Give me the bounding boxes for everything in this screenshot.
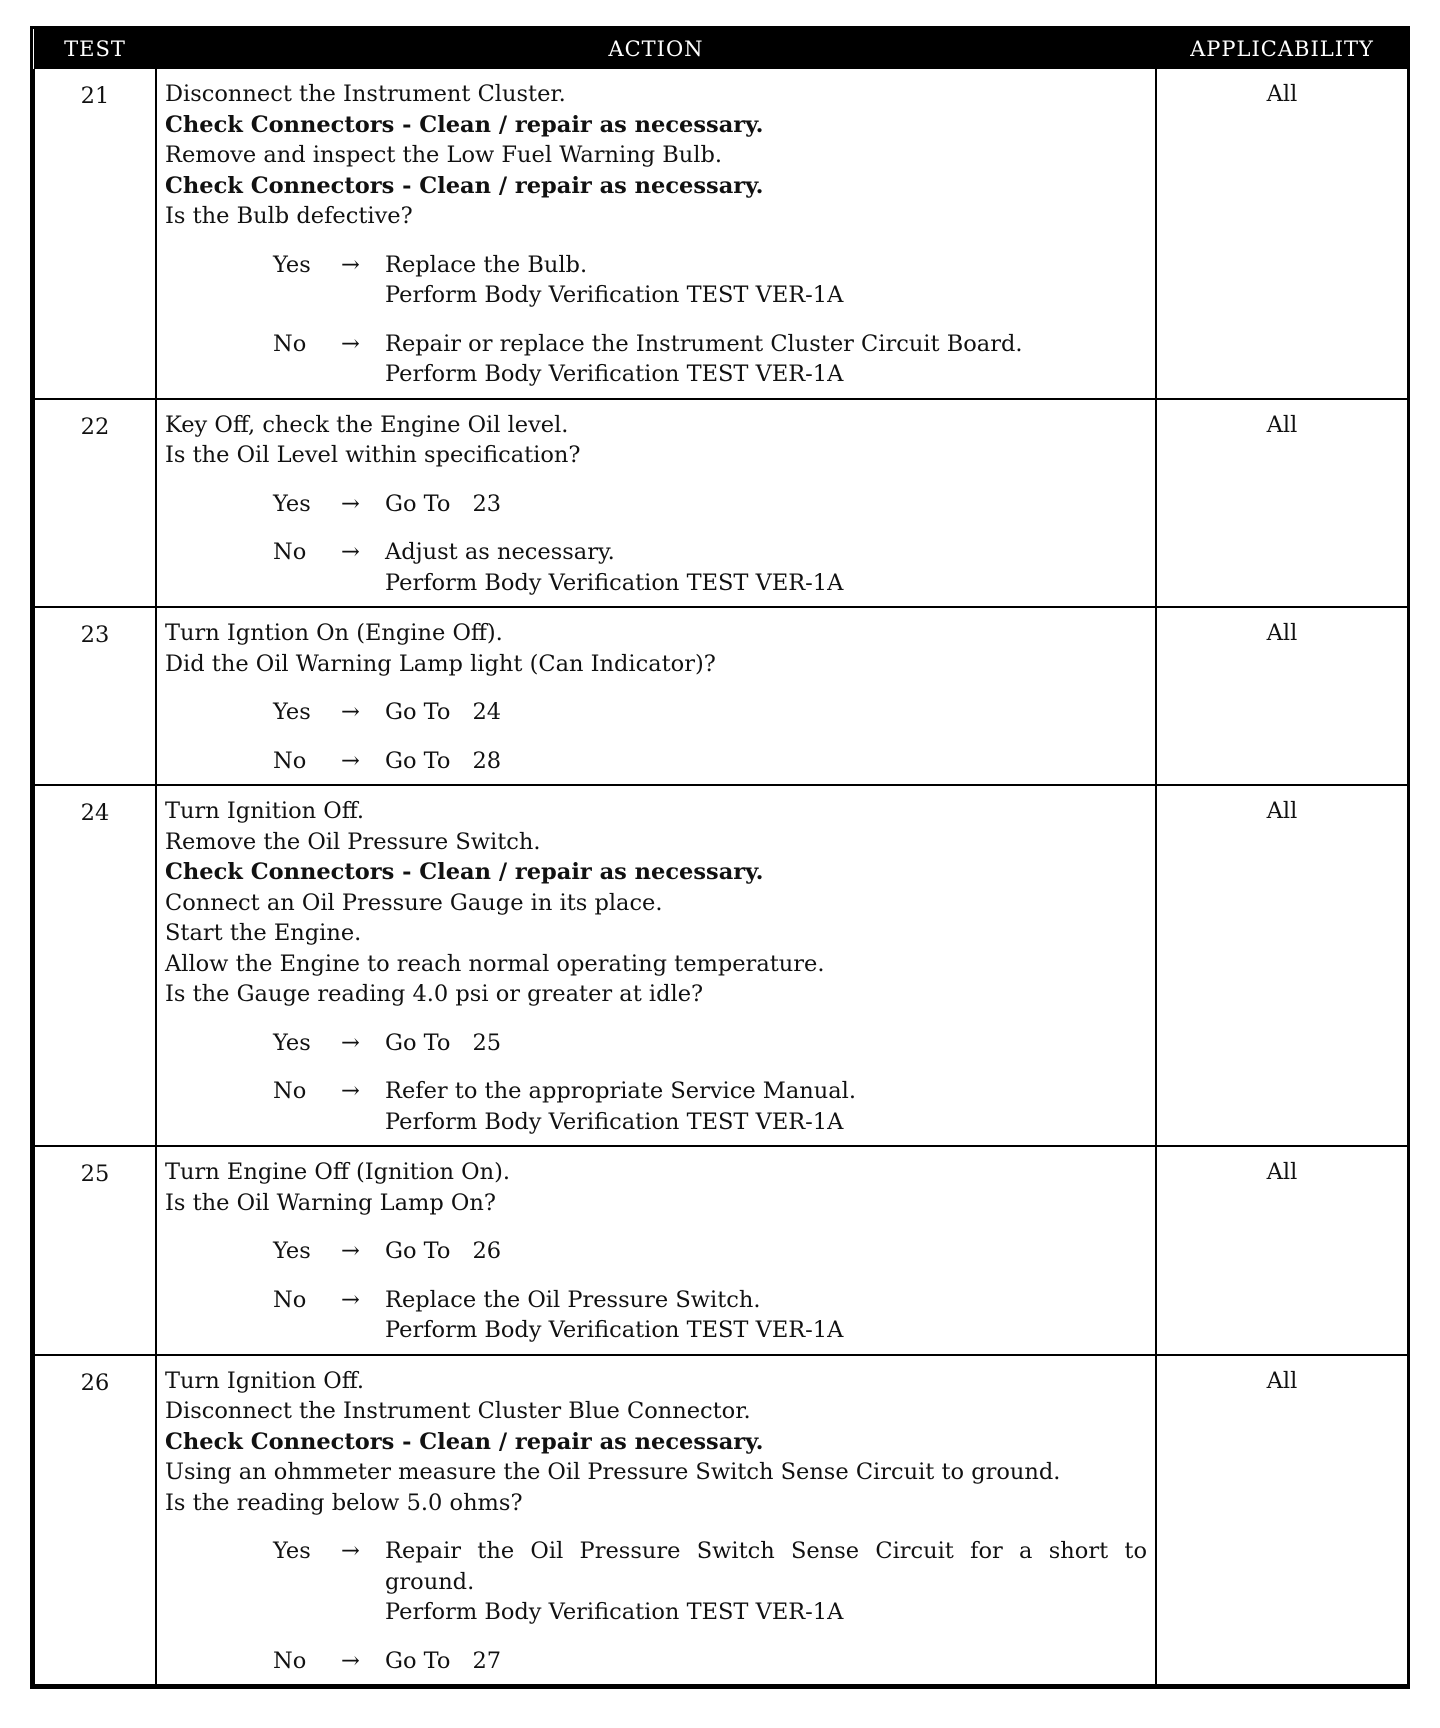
answer-no [165, 1646, 1147, 1677]
applicability-value: All [1156, 785, 1408, 1146]
right-arrow-icon: → [341, 1238, 360, 1264]
check-connectors-note: Check Connectors - Clean / repair as necessary. [165, 111, 764, 138]
right-arrow-icon: → [341, 1647, 360, 1674]
right-arrow-icon: → [341, 1538, 360, 1564]
test-number: 21 [34, 69, 156, 399]
check-connectors-note: Check Connectors - Clean / repair as necessary. [165, 859, 764, 885]
answer-body [385, 329, 1147, 390]
action-step: Allow the Engine to reach normal operating temperature. [165, 950, 825, 977]
right-arrow-icon: → [341, 747, 360, 774]
goto-test-number: 23 [472, 490, 502, 517]
action-step: Key Off, check the Engine Oil level. [165, 411, 569, 438]
applicability-value: All [1156, 69, 1408, 399]
action-step: Turn Ignition Off. [165, 1367, 365, 1394]
goto-label: Go To [385, 490, 451, 517]
answer-yes [165, 1536, 1147, 1628]
table-row [34, 607, 1408, 785]
action-cell [156, 399, 1156, 608]
answer-yes [165, 697, 1147, 728]
test-number: 23 [34, 607, 156, 785]
applicability-value: All [1156, 1146, 1408, 1355]
answer-line: Perform Body Verification TEST VER-1A [385, 1108, 844, 1135]
right-arrow-icon: → [341, 490, 360, 517]
test-number: 26 [34, 1355, 156, 1686]
table-row [34, 1146, 1408, 1355]
action-cell [156, 69, 1156, 399]
action-cell [156, 1146, 1156, 1355]
action-step: Disconnect the Instrument Cluster. [165, 81, 566, 107]
action-cell [156, 1355, 1156, 1686]
applicability-value: All [1156, 607, 1408, 785]
answer-label: No [273, 1647, 307, 1674]
answer-label: Yes [273, 699, 311, 725]
action-step: Remove the Oil Pressure Switch. [165, 828, 541, 855]
right-arrow-icon: → [341, 1029, 360, 1056]
goto-label: Go To [385, 1029, 451, 1056]
goto-label: Go To [385, 747, 451, 774]
goto-label: Go To [385, 699, 451, 725]
action-step: Is the reading below 5.0 ohms? [165, 1489, 523, 1516]
right-arrow-icon: → [341, 1078, 360, 1104]
answer-no [165, 1285, 1147, 1346]
action-step: Using an ohmmeter measure the Oil Pressure Switch Sense Circuit to ground. [165, 1459, 1061, 1485]
test-number: 25 [34, 1146, 156, 1355]
goto-label: Go To [385, 1238, 451, 1264]
answer-body [385, 697, 1147, 728]
action-cell [156, 785, 1156, 1146]
right-arrow-icon: → [341, 330, 360, 357]
answer-line: Repair or replace the Instrument Cluster Circuit Board. [385, 330, 1023, 357]
action-step: Disconnect the Instrument Cluster Blue Connector. [165, 1398, 751, 1424]
goto-test-number: 24 [472, 699, 502, 725]
header-applicability: APPLICABILITY [1156, 29, 1408, 69]
answer-body [385, 1285, 1147, 1346]
test-number: 22 [34, 399, 156, 608]
answer-line: Perform Body Verification TEST VER-1A [385, 569, 844, 596]
answer-no [165, 1076, 1147, 1137]
answer-label: No [273, 1286, 307, 1313]
answer-body [385, 1028, 1147, 1059]
goto-label: Go To [385, 1647, 451, 1674]
answer-no [165, 537, 1147, 598]
answer-body [385, 746, 1147, 777]
right-arrow-icon: → [341, 1286, 360, 1313]
test-table [33, 29, 1409, 1686]
answer-yes [165, 1028, 1147, 1059]
answer-line: Adjust as necessary. [385, 539, 615, 565]
answer-yes [165, 1236, 1147, 1267]
answer-label: No [273, 539, 307, 565]
action-step: Is the Oil Level within specification? [165, 442, 581, 468]
answer-line: Repair the Oil Pressure Switch Sense Circuit for a short to [385, 1538, 1147, 1564]
goto-test-number: 25 [472, 1029, 502, 1056]
answer-line: Replace the Bulb. [385, 251, 588, 278]
table-header-row [34, 29, 1408, 69]
action-step: Start the Engine. [165, 920, 362, 946]
answer-body [385, 1646, 1147, 1677]
goto-test-number: 28 [472, 747, 502, 774]
action-cell [156, 607, 1156, 785]
header-action: ACTION [156, 29, 1156, 69]
answer-body [385, 1076, 1147, 1137]
goto-test-number: 27 [472, 1647, 502, 1674]
action-step: Is the Gauge reading 4.0 psi or greater at idle? [165, 981, 704, 1007]
table-row [34, 69, 1408, 399]
answer-label: Yes [273, 490, 311, 517]
table-row [34, 1355, 1408, 1686]
answer-label: Yes [273, 1238, 311, 1264]
answer-body [385, 1536, 1147, 1628]
goto-test-number: 26 [472, 1238, 502, 1264]
answer-label: No [273, 747, 307, 774]
answer-line: Refer to the appropriate Service Manual. [385, 1078, 857, 1104]
answer-line: Perform Body Verification TEST VER-1A [385, 1599, 844, 1625]
action-step: Turn Ignition Off. [165, 798, 365, 824]
table-body [34, 69, 1408, 1685]
answer-label: Yes [273, 1538, 311, 1564]
right-arrow-icon: → [341, 699, 360, 725]
answer-line: Perform Body Verification TEST VER-1A [385, 282, 844, 308]
applicability-value: All [1156, 399, 1408, 608]
answer-label: Yes [273, 251, 311, 278]
table-row [34, 785, 1408, 1146]
action-step: Is the Bulb defective? [165, 203, 413, 229]
check-connectors-note: Check Connectors - Clean / repair as necessary. [165, 1428, 764, 1455]
action-step: Remove and inspect the Low Fuel Warning Bulb. [165, 142, 723, 168]
answer-body [385, 537, 1147, 598]
answer-line: Perform Body Verification TEST VER-1A [385, 361, 844, 387]
right-arrow-icon: → [341, 539, 360, 565]
answer-label: No [273, 330, 307, 357]
answer-no [165, 746, 1147, 777]
answer-no [165, 329, 1147, 390]
answer-label: Yes [273, 1029, 311, 1056]
answer-line: Replace the Oil Pressure Switch. [385, 1286, 761, 1313]
answer-line: Perform Body Verification TEST VER-1A [385, 1317, 844, 1343]
answer-line: ground. [385, 1568, 475, 1595]
answer-body [385, 250, 1147, 311]
action-step: Turn Igntion On (Engine Off). [165, 620, 503, 646]
answer-label: No [273, 1078, 307, 1104]
applicability-value: All [1156, 1355, 1408, 1686]
action-step: Did the Oil Warning Lamp light (Can Indicator)? [165, 650, 716, 677]
answer-yes [165, 250, 1147, 311]
check-connectors-note: Check Connectors - Clean / repair as necessary. [165, 172, 764, 199]
diagnostic-test-table [30, 26, 1410, 1689]
answer-yes [165, 489, 1147, 520]
right-arrow-icon: → [341, 251, 360, 278]
action-step: Is the Oil Warning Lamp On? [165, 1189, 496, 1216]
answer-body [385, 1236, 1147, 1267]
action-step: Turn Engine Off (Ignition On). [165, 1159, 511, 1185]
action-step: Connect an Oil Pressure Gauge in its place. [165, 889, 663, 916]
header-test: TEST [34, 29, 156, 69]
table-row [34, 399, 1408, 608]
answer-body [385, 489, 1147, 520]
test-number: 24 [34, 785, 156, 1146]
